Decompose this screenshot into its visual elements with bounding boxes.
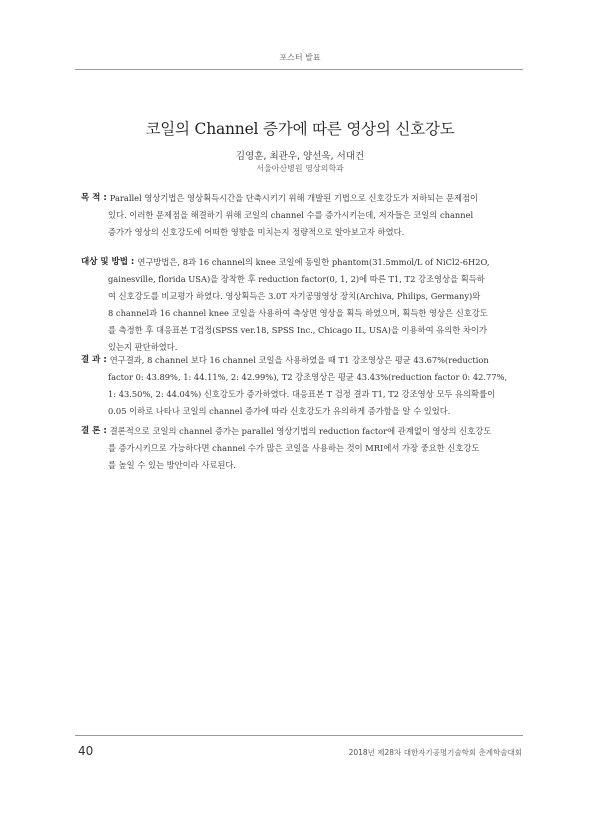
- section-label: 목 적 :: [81, 193, 107, 203]
- section-line: gainesville, florida USA)을 장착한 후 reduction factor(0, 1, 2)에 따른 T1, T2 강조영상을 획득하: [108, 274, 485, 284]
- header-divider: [75, 69, 523, 70]
- section-line: 있다. 이러한 문제점을 해결하기 위해 코일의 channel 수를 증가시키는데, 저자들은 코일의 channel: [108, 210, 474, 220]
- section-label: 대상 및 방법 :: [81, 257, 135, 267]
- paper-title: 코일의 Channel 증가에 따른 영상의 신호강도: [145, 120, 455, 138]
- section-methods: [81, 254, 526, 356]
- section-line: 0.05 이하로 나타나 코일의 channel 증가에 따라 신호강도가 유의하게 증가함을 알 수 있었다.: [108, 406, 451, 416]
- author-list: 김영훈, 최관우, 양선욱, 서대건: [235, 151, 365, 162]
- section-conclusion: [81, 423, 526, 474]
- page-number: 40: [78, 744, 94, 758]
- footer-divider: [75, 735, 523, 736]
- section-line: 를 증가시키므로 가능하다면 channel 수가 많은 코일을 사용하는 것이 MRI에서 가장 중요한 신호강도: [108, 443, 480, 453]
- section-line: 연구방법은, 8과 16 channel의 knee 코일에 동일한 phantom(31.5mmol/L of NiCl2-6H2O,: [137, 257, 490, 267]
- section-line: 8 channel과 16 channel knee 코일을 사용하여 축상면 영상을 획득 하였으며, 획득한 영상은 신호강도: [108, 308, 488, 318]
- section-line: 1: 43.50%, 2: 44.04%) 신호강도가 증가하였다. 대응표본 T 검정 결과 T1, T2 강조영상 모두 유의확률이: [108, 389, 496, 399]
- section-line: Parallel 영상기법은 영상획득시간을 단축시키기 위해 개발된 기법으로 신호강도가 저하되는 문제점이: [109, 193, 479, 203]
- section-line: 연구결과, 8 channel 보다 16 channel 코일을 사용하였을 때 T1 강조영상은 평균 43.67%(reduction: [109, 355, 489, 365]
- footer-conference-name: 2018년 제28차 대한자기공명기술학회 춘계학술대회: [348, 748, 522, 757]
- section-line: 있는지 판단하였다.: [108, 342, 178, 352]
- section-line: 결론적으로 코일의 channel 증가는 parallel 영상기법의 reduction factor에 관계없이 영상의 신호강도: [109, 426, 492, 436]
- affiliation: 서울아산병원 영상의학과: [256, 164, 344, 173]
- section-line: 여 신호강도를 비교평가 하였다. 영상획득은 3.0T 자기공명영상 장치(Archiva, Philips, Germany)와: [108, 291, 481, 301]
- section-label: 결 론 :: [81, 426, 107, 436]
- section-results: [81, 352, 526, 420]
- header-label: 포스터 발표: [279, 53, 321, 62]
- section-line: factor 0: 43.89%, 1: 44.11%, 2: 42.99%), T2 강조영상은 평균 43.43%(reduction factor 0: 42.77%,: [108, 372, 508, 382]
- section-label: 결 과 :: [81, 355, 107, 365]
- section-line: 를 높일 수 있는 방안이라 사료된다.: [108, 460, 237, 470]
- section-line: 증가가 영상의 신호강도에 어떠한 영향을 미치는지 정량적으로 알아보고자 하였다.: [108, 227, 405, 237]
- section-line: 를 측정한 후 대응표본 T검정(SPSS ver.18, SPSS Inc., Chicago IL, USA)을 이용하여 유의한 차이가: [108, 325, 487, 335]
- section-purpose: [81, 190, 526, 241]
